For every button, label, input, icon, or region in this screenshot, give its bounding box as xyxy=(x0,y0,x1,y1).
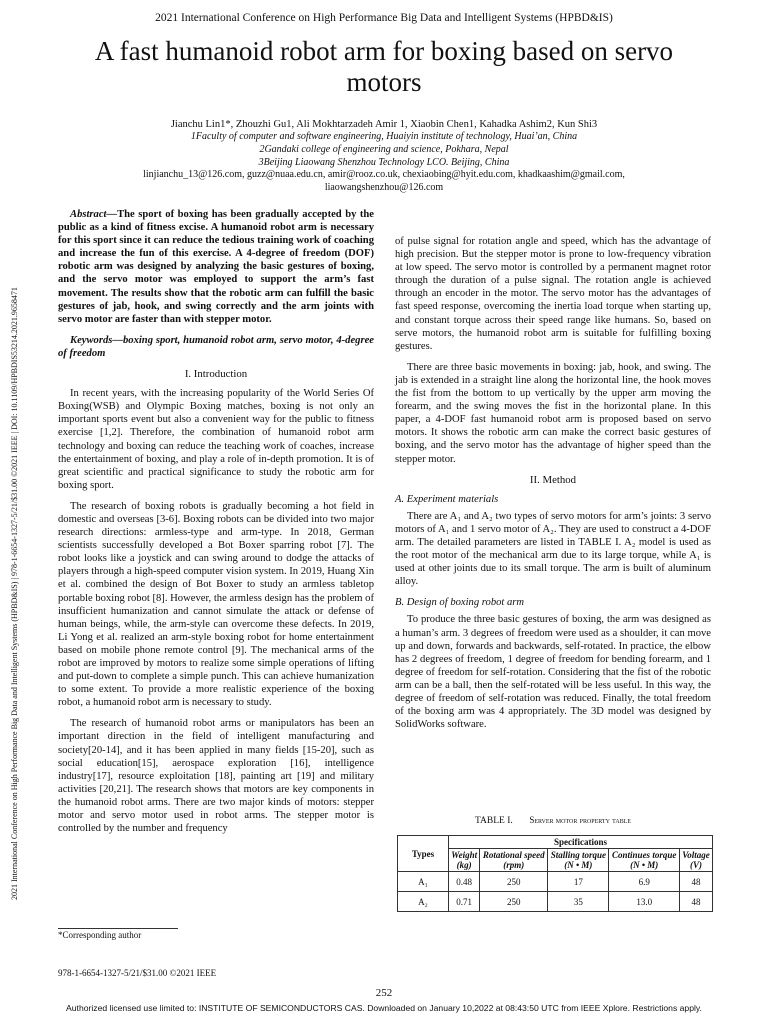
affiliation-1: 1Faculty of computer and software engineering, Huaiyin institute of technology, Huai’an, China xyxy=(190,131,578,142)
value-cell: 48 xyxy=(679,872,712,892)
intro-paragraph-3: The research of humanoid robot arms or manipulators has been an important direction in the field of intelligent manufacturing and society[20-14], and it has been applied in many fields [15-20], such as social education[15], aerospace exploration [16], intelligence industry[17], resource exploitation [18], painting art [19] and military activities [20,21]. The research shows that motors are key components in the humanoid robot arms. There are two major kinds of motors: stepper motor and servo motor used in robot arms. The stepper motor is controlled by the number and frequency xyxy=(58,718,374,835)
table-row xyxy=(398,892,713,912)
column-header: Rotational speed (rpm) xyxy=(480,849,548,872)
column-header: Weight (kg) xyxy=(449,849,480,872)
value-cell: 250 xyxy=(480,872,548,892)
table-caption xyxy=(395,815,711,826)
value-cell: 48 xyxy=(679,892,712,912)
authorized-use-notice: Authorized licensed use limited to: INSTITUTE OF SEMICONDUCTORS CAS. Downloaded on January 10,2022 at 08:43:50 UTC from IEEE Xplore. Restrictions apply. xyxy=(66,1003,702,1013)
value-cell: 13.0 xyxy=(609,892,679,912)
abstract xyxy=(58,208,374,326)
footnote-rule xyxy=(58,928,178,929)
column-header: Continues torque (N • M) xyxy=(609,849,679,872)
subsection-b-heading: B. Design of boxing robot arm xyxy=(395,597,525,609)
method-paragraph-1: There are A₁ and A₂ two types of servo motors for arm’s joints: 3 servo motors of A₁ and 1 servo motor of A₂. They are used to construct a 4-DOF arm. The detailed parameters are listed in TABLE I. A₂ model is used as the root motor of the mechanical arm due to its large torque, while A₁ is used at other joints due to its small torque. The arm is built of aluminum alloy. xyxy=(395,510,711,588)
table-title: Server motor property table xyxy=(529,815,632,825)
value-cell: 0.48 xyxy=(449,872,480,892)
value-cell: 0.71 xyxy=(449,892,480,912)
left-column xyxy=(58,208,374,843)
value-cell: 250 xyxy=(480,892,548,912)
abstract-label: Abstract— xyxy=(70,209,118,220)
specifications-header: Specifications xyxy=(449,836,713,849)
value-cell: 35 xyxy=(548,892,609,912)
subsection-a-heading: A. Experiment materials xyxy=(395,493,499,505)
types-header: Types xyxy=(398,836,449,872)
right-column xyxy=(395,235,711,739)
intro-paragraph-2: The research of boxing robots is gradually becoming a hot field in domestic and overseas [3-6]. Boxing robots can be divided into two major research directions: armless-type and arm-type. In 2018, German scientists successfully developed a Bot Boxer sparring robot [7]. The robot looks like a joystick and can swing around to dodge the attacks of players through a high-speed computer vision system. In 2019, Huang Xin et al. combined the design of Bot Boxer to study an armless tabletop portable boxing robot [8]. However, the armless design has the problem of insufficient humanization and cannot simulate the attack or defense of human beings, while, the arm-style can overcome these defects. In 2019, Li Yong et al. realized an arm-style boxing robot for home entertainment based on mobile phone remote control [9]. The mechanical arms of the robot are improved by motors to realize some simple operations of lifting and put-down to complete a simple punch. This can achieve humanization to some extent. To provide a more realistic experience of the boxing robot, a humanoid robot arm is necessary to study. xyxy=(58,500,374,709)
paper-title: A fast humanoid robot arm for boxing based on servo motors xyxy=(94,36,674,97)
page-number: 252 xyxy=(375,987,393,999)
footnote: *Corresponding author xyxy=(58,930,142,940)
author-emails: linjianchu_13@126.com, guzz@nuaa.edu.cn, amir@rooz.co.uk, chexiaobing@hyit.edu.com, khadkaashim@gmail.com, liaowangshenzhou@126.com xyxy=(143,169,625,193)
intro-paragraph-1: In recent years, with the increasing popularity of the World Series Of Boxing(WSB) and Olympic Boxing matches, boxing is not only an important sports event but also a convenient way for the public to fitness exercise [1,2]. Therefore, the combination of humanoid robot arm technology and boxing can reduce the teaching work of coaches, increase the entertainment of boxing, and play a role of in-depth promotion. It is of great scientific and practical significance to study the robotic arm for boxing sport. xyxy=(58,388,374,491)
affiliation-2: 2Gandaki college of engineering and science, Pokhara, Nepal xyxy=(259,144,509,155)
section-introduction-heading: I. Introduction xyxy=(184,368,248,381)
method-paragraph-2: To produce the three basic gestures of boxing, the arm was designed as a human’s arm. 3 degrees of freedom were used as a shoulder, it can move up and down, forwards and backwards, self-rotated. In practice, the elbow has 2 degrees of freedom, 1 degree of freedom for bending forearm, and 1 degree of freedom for self-rotation. Considering that the fist of the robotic arm can be a ball, then the self-rotated will be less useful. In this way, the degree of freedom of self-rotation was reduced. Finally, the total freedom of the boxing arm was 4 appropriately. The 3D model was designed by SolidWorks software. xyxy=(395,614,711,731)
table-label: TABLE I. xyxy=(474,816,513,826)
parameter-table xyxy=(397,835,713,912)
affiliation-3: 3Beijing Liaowang Shenzhou Technology LCO. Beijing, China xyxy=(258,157,510,168)
right-paragraph-2: There are three basic movements in boxing: jab, hook, and swing. The jab is extended in a straight line along the horizontal line, the hook moves the fist from the bottom to up vertically by the upper arm moving the forearm, and the swing moves the fist in the horizontal plane. In this paper, a 4-DOF fast humanoid robot arm is proposed based on servo motors. It shows the robotic arm can make the correct basic gestures of boxing, and the servo motor has the advantage of higher speed than the stepper motor. xyxy=(395,361,711,465)
isbn-line: 978-1-6654-1327-5/21/$31.00 ©2021 IEEE xyxy=(58,968,217,978)
value-cell: 6.9 xyxy=(609,872,679,892)
author-list: Jianchu Lin1*, Zhouzhi Gu1, Ali Mokhtarzadeh Amir 1, Xiaobin Chen1, Kahadka Ashim2, Kun Shi3 xyxy=(170,119,598,130)
column-header: Voltage (V) xyxy=(679,849,712,872)
table-row xyxy=(398,872,713,892)
column-header: Stalling torque (N • M) xyxy=(548,849,609,872)
value-cell: 17 xyxy=(548,872,609,892)
side-note xyxy=(10,140,26,900)
conference-header: 2021 International Conference on High Performance Big Data and Intelligent Systems (HPBD&IS) xyxy=(155,12,613,24)
type-cell: A₂ xyxy=(398,892,449,912)
side-note-text: 2021 International Conference on High Performance Big Data and Intelligent Systems (HPBD&IS) | 978-1-6654-1327-5/21/$31.00 ©2021 IEEE | DOI: 10.1109/HPBDIS53214.2021.9658471 xyxy=(10,287,19,900)
section-method-heading: II. Method xyxy=(529,473,577,486)
right-paragraph-1: of pulse signal for rotation angle and speed, which has the advantage of high precision. But the stepper motor is prone to low-frequency vibration at low speed. The servo motor is controlled by a permanent magnet rotor through the duration of a pulse signal. The rotation angle is achieved through an encoder in the motor. The servo motor has the advantages of fast speed response, overcoming the inertia load torque when starting up, and constant torque across their speed range like humans. So, based on serve motors, the humanoid robot arm is suitable for fulfilling boxing gestures. xyxy=(395,236,711,352)
abstract-text: The sport of boxing has been gradually accepted by the public as a kind of fitness excise. A humanoid robot arm is necessary for this sport since it can reduce the tedious training work of coaching and increase the fun of this exercise. A 4-degree of freedom (DOF) robotic arm was designed by analyzing the basic gestures of boxing, and the servo motor was employed to support the arm’s fast movement. The results show that the robotic arm can fulfill the basic gestures of jab, hook, and swing correctly and the arm joints with servo motor are faster than with stepper motor. xyxy=(58,209,374,325)
type-cell: A₁ xyxy=(398,872,449,892)
keywords: Keywords—boxing sport, humanoid robot arm, servo motor, 4-degree of freedom xyxy=(58,334,374,359)
